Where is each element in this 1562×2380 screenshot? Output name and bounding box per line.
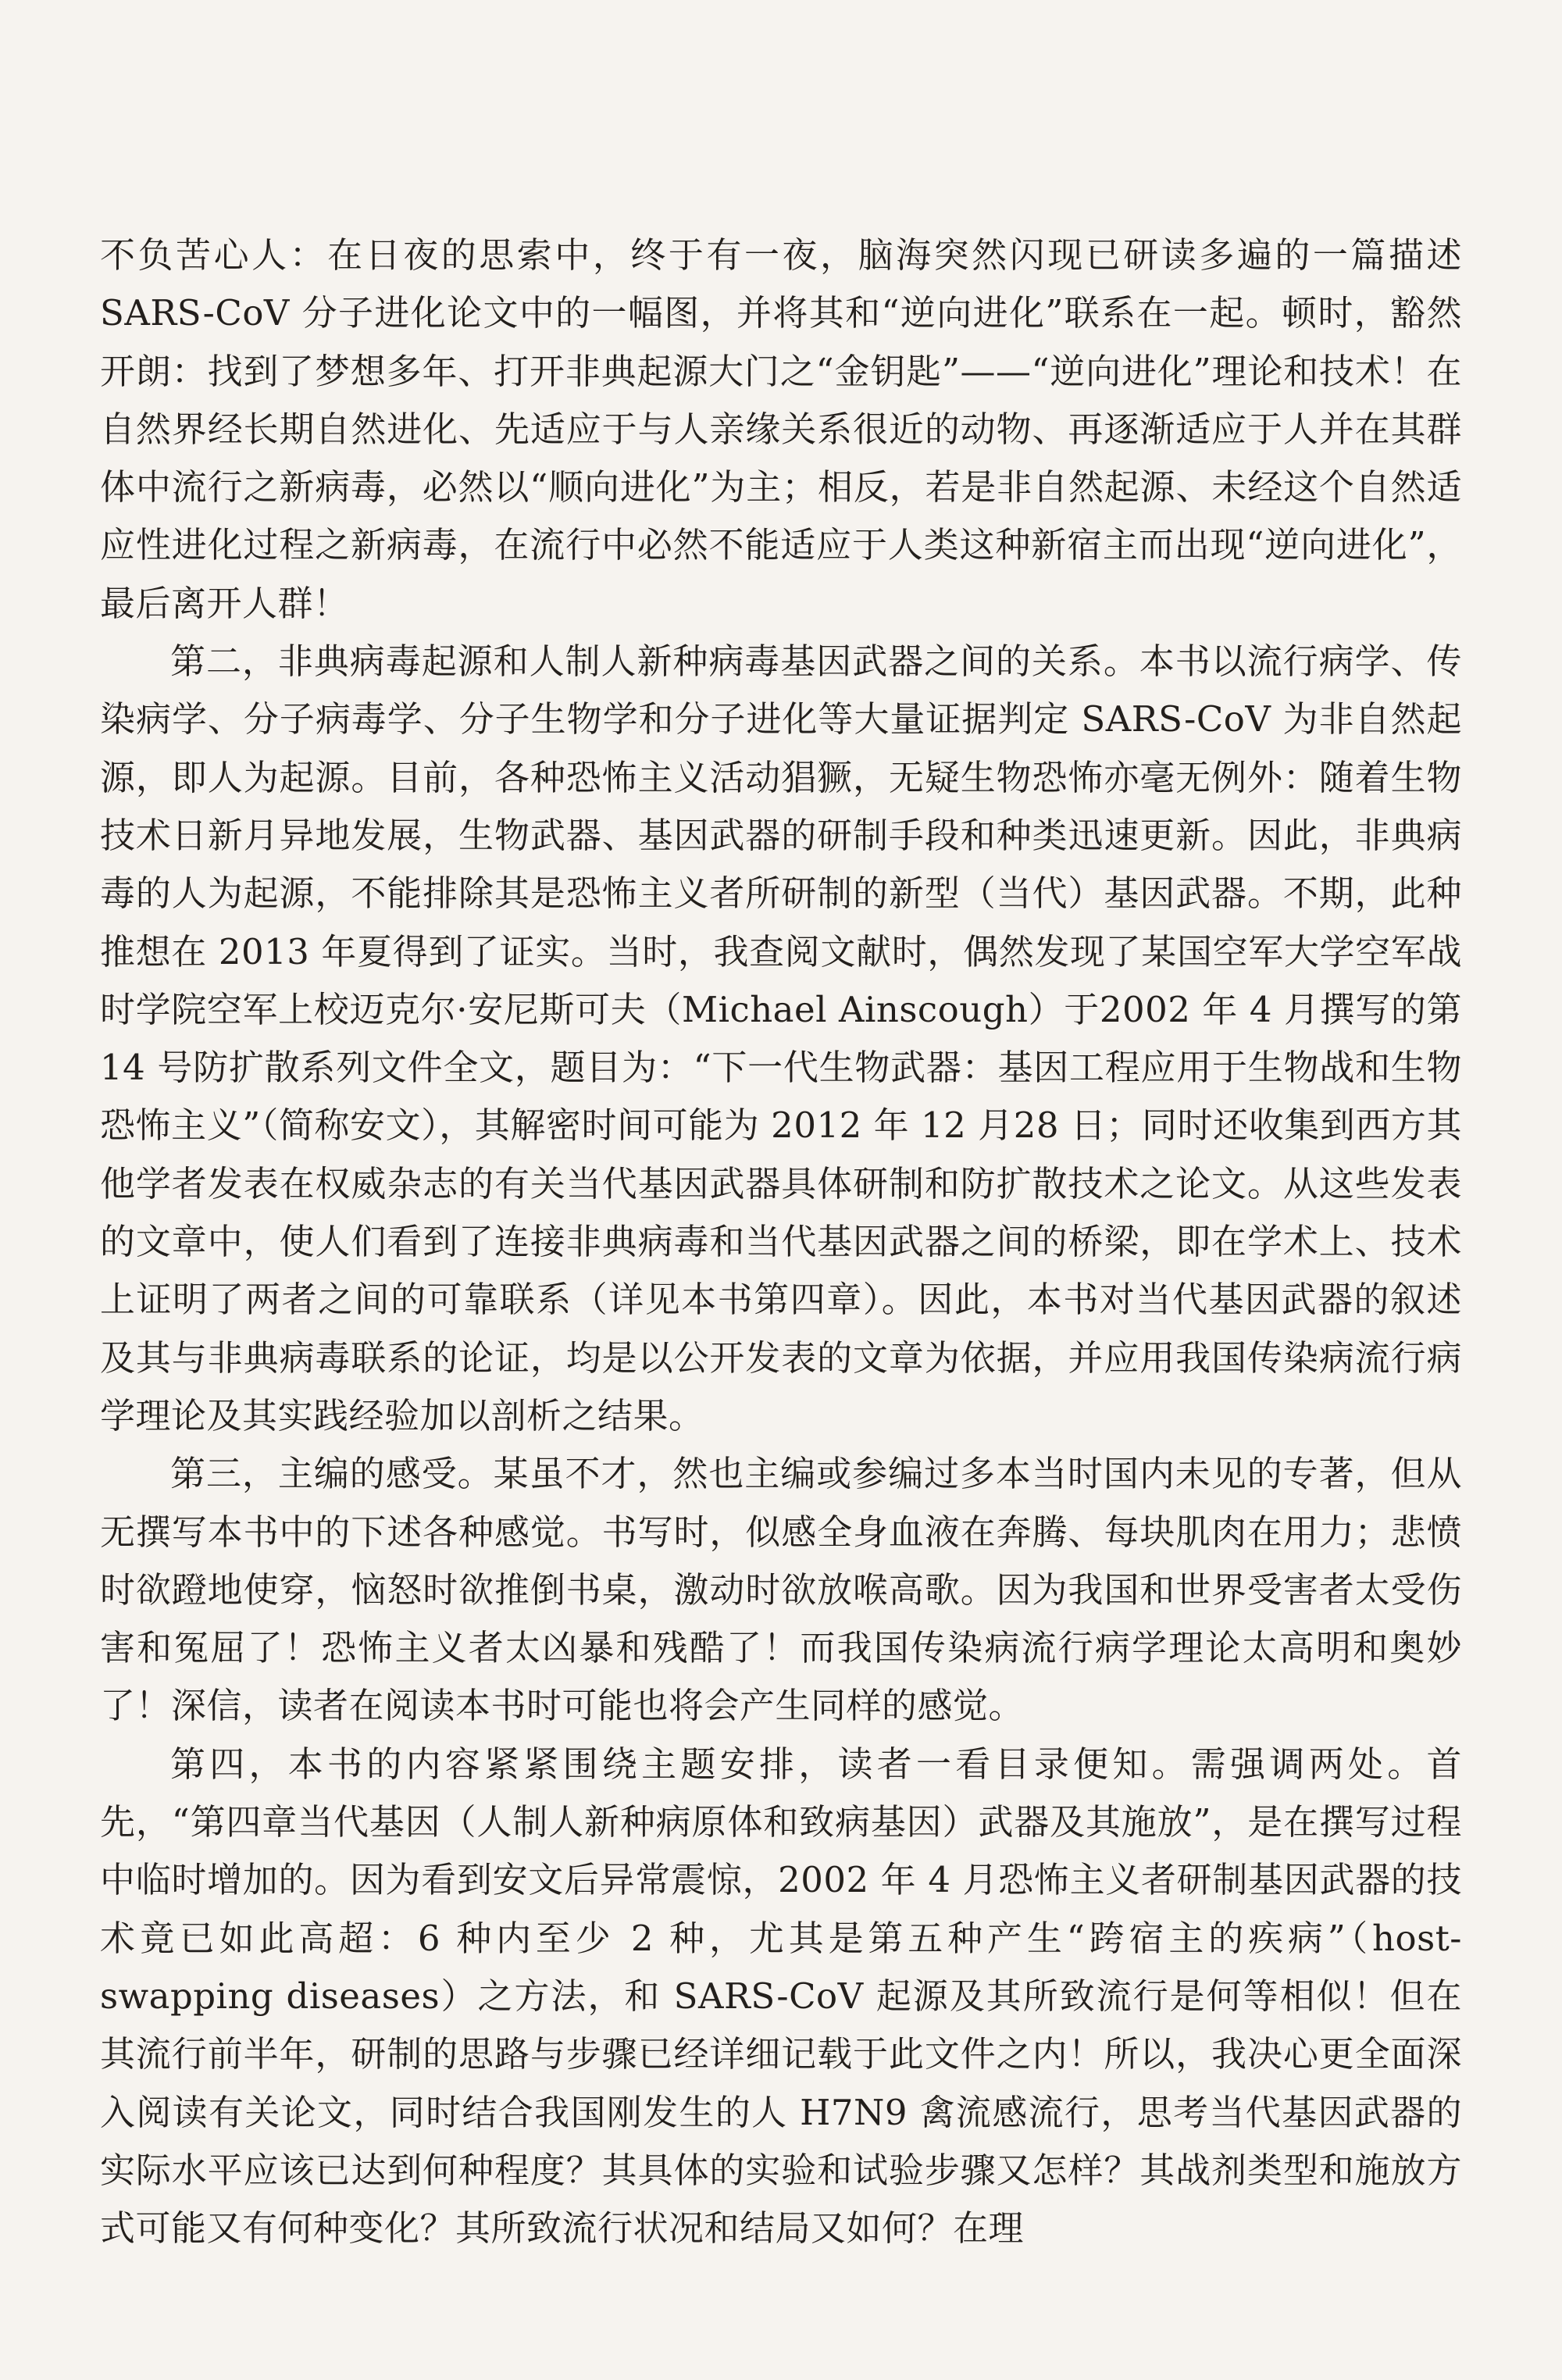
- paragraph-4: 第四，本书的内容紧紧围绕主题安排，读者一看目录便知。需强调两处。首先，“第四章当代基因（人制人新种病原体和致病基因）武器及其施放”，是在撰写过程中临时增加的。因为看到安文后异常震惊，2002 年 4 月恐怖主义者研制基因武器的技术竟已如此高超：6 种内至少 2 种，尤其是第五种产生“跨宿主的疾病”（host-swapping diseases）之方法，和 SARS-CoV 起源及其所致流行是何等相似！但在其流行前半年，研制的思路与步骤已经详细记载于此文件之内！所以，我决心更全面深入阅读有关论文，同时结合我国刚发生的人 H7N9 禽流感流行，思考当代基因武器的实际水平应该已达到何种程度？其具体的实验和试验步骤又怎样？其战剂类型和施放方式可能又有何种变化？其所致流行状况和结局又如何？在理: [100, 1743, 1462, 2250]
- paragraph-3: 第三，主编的感受。某虽不才，然也主编或参编过多本当时国内未见的专著，但从无撰写本书中的下述各种感觉。书写时，似感全身血液在奔腾、每块肌肉在用力；悲愤时欲蹬地使穿，恼怒时欲推倒书桌，激动时欲放喉高歌。因为我国和世界受害者太受伤害和冤屈了！恐怖主义者太凶暴和残酷了！而我国传染病流行病学理论太高明和奥妙了！深信，读者在阅读本书时可能也将会产生同样的感觉。: [100, 1453, 1462, 1727]
- paragraph-2: 第二，非典病毒起源和人制人新种病毒基因武器之间的关系。本书以流行病学、传染病学、分子病毒学、分子生物学和分子进化等大量证据判定 SARS-CoV 为非自然起源，即人为起源。目前，各种恐怖主义活动猖獗，无疑生物恐怖亦毫无例外：随着生物技术日新月异地发展，生物武器、基因武器的研制手段和种类迅速更新。因此，非典病毒的人为起源，不能排除其是恐怖主义者所研制的新型（当代）基因武器。不期，此种推想在 2013 年夏得到了证实。当时，我查阅文献时，偶然发现了某国空军大学空军战时学院空军上校迈克尔·安尼斯可夫（Michael Ainscough）于2002 年 4 月撰写的第 14 号防扩散系列文件全文，题目为：“下一代生物武器：基因工程应用于生物战和生物恐怖主义”（简称安文），其解密时间可能为 2012 年 12 月28 日；同时还收集到西方其他学者发表在权威杂志的有关当代基因武器具体研制和防扩散技术之论文。从这些发表的文章中，使人们看到了连接非典病毒和当代基因武器之间的桥梁，即在学术上、技术上证明了两者之间的可靠联系（详见本书第四章）。因此，本书对当代基因武器的叙述及其与非典病毒联系的论证，均是以公开发表的文章为依据，并应用我国传染病流行病学理论及其实践经验加以剖析之结果。: [100, 640, 1462, 1436]
- body-text: [100, 227, 1462, 2257]
- paragraph-1: 不负苦心人：在日夜的思索中，终于有一夜，脑海突然闪现已研读多遍的一篇描述 SARS-CoV 分子进化论文中的一幅图，并将其和“逆向进化”联系在一起。顿时，豁然开朗：找到了梦想多年、打开非典起源大门之“金钥匙”——“逆向进化”理论和技术！在自然界经长期自然进化、先适应于与人亲缘关系很近的动物、再逐渐适应于人并在其群体中流行之新病毒，必然以“顺向进化”为主；相反，若是非自然起源、未经这个自然适应性进化过程之新病毒，在流行中必然不能适应于人类这种新宿主而出现“逆向进化”，最后离开人群！: [100, 234, 1462, 624]
